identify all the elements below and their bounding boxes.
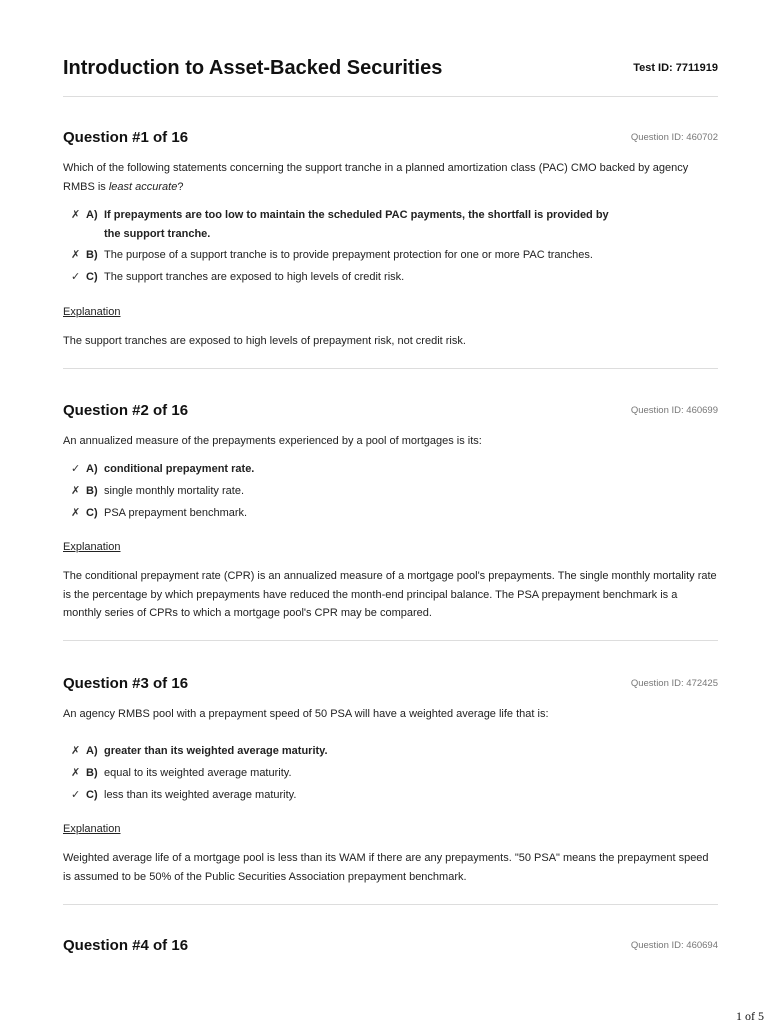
test-id: Test ID: 7711919 xyxy=(633,62,718,74)
question-stem: An agency RMBS pool with a prepayment speed of 50 PSA will have a weighted average life that is: xyxy=(63,708,549,720)
answer-choice-b xyxy=(63,764,718,786)
answer-choice-c xyxy=(63,268,718,290)
correct-mark-icon: ✓ xyxy=(71,789,81,801)
question-title: Question #1 of 16 xyxy=(63,129,189,146)
emphasis-text: least accurate xyxy=(108,180,178,193)
question-title: Question #4 of 16 xyxy=(63,937,189,954)
question-id: Question ID: 460694 xyxy=(630,940,718,951)
question-stem: An annualized measure of the prepayments experienced by a pool of mortgages is its: xyxy=(63,435,482,447)
choice-letter: A) xyxy=(86,463,98,475)
correct-mark-icon: ✓ xyxy=(71,271,81,283)
choice-text: The support tranches are exposed to high levels of credit risk. xyxy=(104,271,405,283)
incorrect-mark-icon: ✗ xyxy=(71,767,81,779)
question-id: Question ID: 460702 xyxy=(630,132,718,143)
divider xyxy=(63,368,718,369)
explanation-link[interactable]: Explanation xyxy=(63,306,121,318)
choice-letter: B) xyxy=(86,485,98,497)
answer-choice-b xyxy=(63,482,718,504)
choice-text: If prepayments are too low to maintain the scheduled PAC payments, the shortfall is provided by the support tranche. xyxy=(104,209,609,240)
question-1 xyxy=(63,129,718,359)
incorrect-mark-icon: ✗ xyxy=(71,745,81,757)
divider xyxy=(63,904,718,905)
document-header xyxy=(63,57,718,85)
choice-text: less than its weighted average maturity. xyxy=(104,789,297,801)
question-3 xyxy=(63,675,718,895)
choice-letter: B) xyxy=(86,249,98,261)
choice-letter: C) xyxy=(86,789,98,801)
answer-choice-b xyxy=(63,246,718,268)
choice-letter: A) xyxy=(86,745,98,757)
explanation-text: The support tranches are exposed to high levels of prepayment risk, not credit risk. xyxy=(63,335,466,347)
choice-text: greater than its weighted average maturity. xyxy=(104,745,328,757)
answer-choice-c xyxy=(63,786,718,808)
question-stem: Which of the following statements concerning the support tranche in a planned amortization class (PAC) CMO backed by agency RMBS is least accurate? xyxy=(63,162,689,193)
answer-choice-a xyxy=(63,742,718,764)
correct-mark-icon: ✓ xyxy=(71,463,81,475)
question-4 xyxy=(63,937,718,967)
question-id: Question ID: 472425 xyxy=(630,678,718,689)
choice-text: single monthly mortality rate. xyxy=(104,485,244,497)
answer-choice-a xyxy=(63,206,718,246)
choice-letter: C) xyxy=(86,507,98,519)
incorrect-mark-icon: ✗ xyxy=(71,485,81,497)
question-title: Question #2 of 16 xyxy=(63,402,189,419)
choice-letter: C) xyxy=(86,271,98,283)
question-2 xyxy=(63,402,718,632)
question-id: Question ID: 460699 xyxy=(630,405,718,416)
explanation-link[interactable]: Explanation xyxy=(63,823,121,835)
document-title: Introduction to Asset-Backed Securities xyxy=(63,57,443,79)
explanation-text: The conditional prepayment rate (CPR) is an annualized measure of a mortgage pool's prepayments. The single monthly mortality rate is the percentage by which prepayments have reduced the month-end principal balance. The PSA prepayment benchmark is a monthly series of CPRs to which a mortgage pool's CPR may be compared. xyxy=(63,570,717,619)
explanation-link[interactable]: Explanation xyxy=(63,541,121,553)
choice-letter: B) xyxy=(86,767,98,779)
page-number: 1 of 5 xyxy=(736,1009,764,1023)
answer-choice-c xyxy=(63,504,718,526)
choice-text: conditional prepayment rate. xyxy=(104,463,255,475)
choice-text: PSA prepayment benchmark. xyxy=(104,507,248,519)
answer-choice-a xyxy=(63,460,718,482)
question-title: Question #3 of 16 xyxy=(63,675,189,692)
incorrect-mark-icon: ✗ xyxy=(71,507,81,519)
divider xyxy=(63,640,718,641)
incorrect-mark-icon: ✗ xyxy=(71,209,81,221)
explanation-text: Weighted average life of a mortgage pool is less than its WAM if there are any prepayments. "50 PSA" means the prepayment speed is assumed to be 50% of the Public Securities Association prepayment benchmark. xyxy=(63,852,709,883)
choice-letter: A) xyxy=(86,209,98,221)
incorrect-mark-icon: ✗ xyxy=(71,249,81,261)
choice-text: equal to its weighted average maturity. xyxy=(104,767,292,779)
divider xyxy=(63,96,718,97)
choice-text: The purpose of a support tranche is to provide prepayment protection for one or more PAC tranches. xyxy=(104,249,593,261)
